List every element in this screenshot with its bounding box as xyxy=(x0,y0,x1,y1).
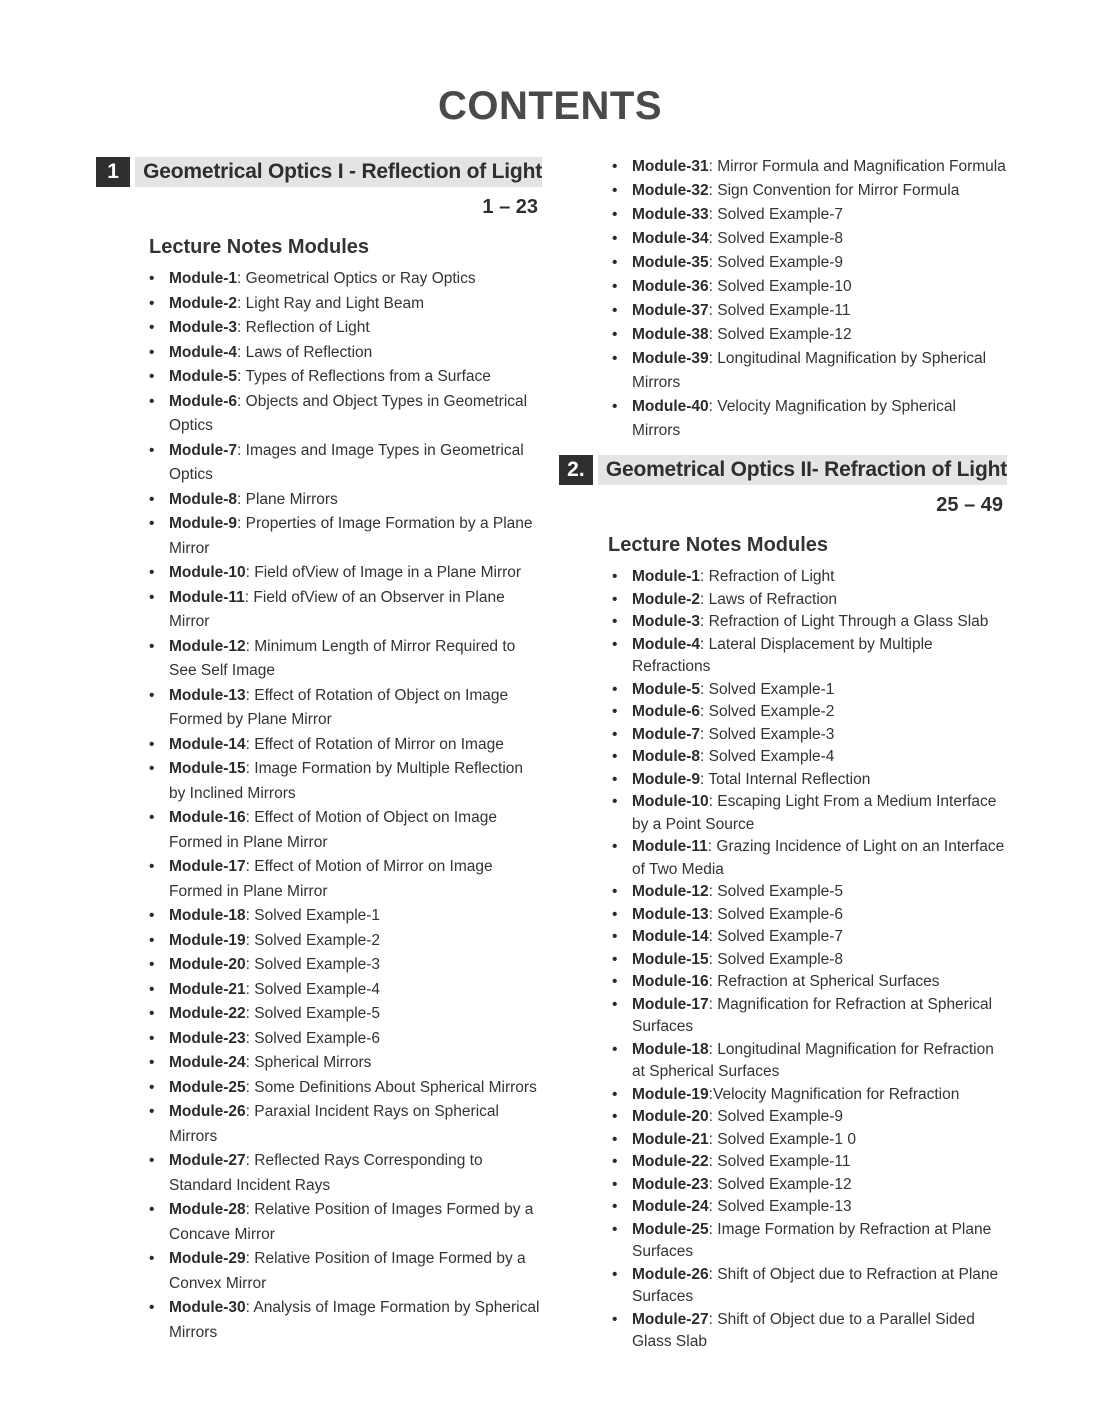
chapter-1-heading[interactable] xyxy=(96,157,542,187)
chapter-2-title: Geometrical Optics II- Refraction of Light xyxy=(598,455,1007,485)
module-title: : Field ofView of an Observer in Plane Mirror xyxy=(169,588,505,630)
module-item[interactable] xyxy=(632,1151,1007,1174)
module-title: : Solved Example-6 xyxy=(245,1029,381,1047)
module-label: Module-5 xyxy=(169,368,238,385)
module-label: Module-26 xyxy=(169,1103,246,1120)
module-item[interactable] xyxy=(632,679,1007,702)
module-item[interactable] xyxy=(169,953,542,978)
module-title: : Solved Example-11 xyxy=(708,1153,851,1170)
module-item[interactable] xyxy=(169,806,542,855)
module-label: Module-25 xyxy=(169,1078,246,1096)
module-title: : Solved Example-2 xyxy=(700,703,835,720)
module-item[interactable] xyxy=(632,791,1007,836)
module-label: Module-36 xyxy=(632,278,709,295)
module-label: Module-15 xyxy=(632,950,709,968)
module-item[interactable] xyxy=(632,1174,1007,1197)
module-title: : Solved Example-7 xyxy=(708,928,844,945)
module-label: Module-13 xyxy=(169,686,246,704)
module-label: Module-23 xyxy=(169,1029,246,1047)
module-item[interactable] xyxy=(169,929,542,954)
module-item[interactable] xyxy=(169,1027,542,1052)
module-item[interactable] xyxy=(632,323,1007,347)
module-item[interactable] xyxy=(632,724,1007,747)
module-item[interactable] xyxy=(169,1247,542,1296)
module-item[interactable] xyxy=(632,395,1007,443)
module-title: : Shift of Object due to Refraction at Plane Surfaces xyxy=(632,1265,999,1305)
module-label: Module-18 xyxy=(169,907,246,924)
module-item[interactable] xyxy=(169,488,542,513)
module-label: Module-15 xyxy=(169,760,246,777)
module-item[interactable] xyxy=(632,769,1007,792)
module-item[interactable] xyxy=(632,611,1007,634)
module-label: Module-21 xyxy=(169,980,246,998)
module-label: Module-1 xyxy=(169,270,238,287)
module-label: Module-10 xyxy=(632,793,709,810)
module-item[interactable] xyxy=(632,1129,1007,1152)
module-item[interactable] xyxy=(632,1219,1007,1264)
module-title: : Some Definitions About Spherical Mirrors xyxy=(245,1078,537,1096)
module-label: Module-8 xyxy=(169,490,238,508)
module-label: Module-16 xyxy=(632,973,709,990)
module-title: : Velocity Magnification by Spherical Mirrors xyxy=(632,398,956,439)
module-label: Module-17 xyxy=(632,995,709,1013)
right-column xyxy=(559,155,1007,1354)
module-label: Module-18 xyxy=(632,1040,709,1058)
module-title: : Longitudinal Magnification for Refraction at Spherical Surfaces xyxy=(632,1040,994,1080)
module-item[interactable] xyxy=(632,1106,1007,1129)
module-title: : Solved Example-1 xyxy=(245,907,381,924)
module-item[interactable] xyxy=(632,904,1007,927)
module-label: Module-22 xyxy=(632,1153,709,1170)
page-title: CONTENTS xyxy=(438,84,662,128)
module-label: Module-12 xyxy=(169,637,246,655)
module-item[interactable] xyxy=(632,275,1007,299)
module-item[interactable] xyxy=(169,1076,542,1101)
module-label: Module-12 xyxy=(632,883,709,900)
module-title: : Magnification for Refraction at Spherical Surfaces xyxy=(632,995,993,1035)
module-label: Module-9 xyxy=(169,515,238,532)
module-title: : Relative Position of Images Formed by a Concave Mirror xyxy=(169,1201,534,1243)
chapter-1-section-title: Lecture Notes Modules xyxy=(149,236,370,258)
module-item[interactable] xyxy=(632,227,1007,251)
module-item[interactable] xyxy=(169,390,542,439)
module-title: : Solved Example-4 xyxy=(245,980,381,998)
module-item[interactable] xyxy=(632,634,1007,679)
module-title: : Effect of Rotation of Mirror on Image xyxy=(245,735,504,753)
module-title: : Refraction of Light xyxy=(700,568,835,585)
module-title: : Solved Example-12 xyxy=(708,1175,852,1193)
module-title: : Solved Example-4 xyxy=(700,748,835,765)
module-item[interactable] xyxy=(169,635,542,684)
module-label: Module-11 xyxy=(169,588,245,606)
module-label: Module-27 xyxy=(632,1310,709,1328)
module-label: Module-20 xyxy=(632,1108,709,1125)
module-label: Module-31 xyxy=(632,158,709,175)
module-title: : Effect of Motion of Mirror on Image Formed in Plane Mirror xyxy=(169,858,493,900)
module-title: : Solved Example-5 xyxy=(245,1005,381,1022)
module-item[interactable] xyxy=(632,926,1007,949)
module-title: : Solved Example-9 xyxy=(708,254,844,271)
module-label: Module-29 xyxy=(169,1250,246,1267)
module-item[interactable] xyxy=(632,1264,1007,1309)
module-title: : Plane Mirrors xyxy=(237,490,338,508)
module-label: Module-4 xyxy=(632,635,701,653)
chapter-2-section-title: Lecture Notes Modules xyxy=(608,534,829,556)
module-label: Module-7 xyxy=(632,725,701,743)
chapter-2-page-range: 25 – 49 xyxy=(936,494,1003,516)
module-title: : Minimum Length of Mirror Required to See Self Image xyxy=(169,637,516,679)
module-label: Module-2 xyxy=(169,294,238,312)
module-title: : Solved Example-11 xyxy=(708,302,851,319)
module-item[interactable] xyxy=(632,881,1007,904)
module-title: : Light Ray and Light Beam xyxy=(237,294,425,312)
module-label: Module-35 xyxy=(632,254,709,271)
module-label: Module-32 xyxy=(632,182,709,199)
module-title: : Solved Example-1 0 xyxy=(708,1130,856,1148)
module-label: Module-9 xyxy=(632,770,701,788)
module-title: : Spherical Mirrors xyxy=(245,1054,372,1071)
module-item[interactable] xyxy=(169,1149,542,1198)
module-item[interactable] xyxy=(632,155,1007,179)
module-label: Module-8 xyxy=(632,748,701,765)
module-title: : Image Formation by Refraction at Plane Surfaces xyxy=(632,1220,992,1260)
module-title: : Field ofView of Image in a Plane Mirror xyxy=(245,564,522,581)
module-label: Module-40 xyxy=(632,398,709,415)
module-title: : Reflection of Light xyxy=(237,319,370,336)
module-title: : Objects and Object Types in Geometrical Optics xyxy=(169,392,528,434)
module-title: : Solved Example-10 xyxy=(708,278,852,295)
module-title: : Geometrical Optics or Ray Optics xyxy=(237,270,476,287)
left-column xyxy=(96,157,542,1345)
module-item[interactable] xyxy=(169,512,542,561)
module-item[interactable] xyxy=(169,1100,542,1149)
module-item[interactable] xyxy=(169,365,542,390)
module-item[interactable] xyxy=(632,299,1007,323)
module-title: : Mirror Formula and Magnification Formula xyxy=(708,158,1006,175)
module-item[interactable] xyxy=(169,1296,542,1345)
module-item[interactable] xyxy=(169,1051,542,1076)
module-item[interactable] xyxy=(632,1039,1007,1084)
module-item[interactable] xyxy=(169,561,542,586)
module-label: Module-3 xyxy=(632,613,701,630)
module-label: Module-2 xyxy=(632,590,701,608)
module-title: : Paraxial Incident Rays on Spherical Mirrors xyxy=(169,1103,499,1145)
module-label: Module-27 xyxy=(169,1152,246,1169)
module-label: Module-6 xyxy=(169,392,238,410)
module-item[interactable] xyxy=(632,746,1007,769)
module-label: Module-4 xyxy=(169,343,238,361)
module-label: Module-20 xyxy=(169,956,246,973)
module-label: Module-19 xyxy=(632,1085,709,1103)
module-label: Module-38 xyxy=(632,326,709,343)
module-title: :Velocity Magnification for Refraction xyxy=(708,1085,960,1103)
module-label: Module-16 xyxy=(169,809,246,826)
module-item[interactable] xyxy=(169,439,542,488)
module-label: Module-6 xyxy=(632,703,701,720)
module-label: Module-39 xyxy=(632,350,709,367)
module-title: : Solved Example-12 xyxy=(708,326,852,343)
module-title: : Solved Example-7 xyxy=(708,206,844,223)
module-title: : Solved Example-1 xyxy=(700,680,835,698)
module-label: Module-24 xyxy=(632,1198,709,1215)
module-item[interactable] xyxy=(632,701,1007,724)
module-title: : Escaping Light From a Medium Interface by a Point Source xyxy=(632,793,997,833)
module-title: : Solved Example-9 xyxy=(708,1108,844,1125)
module-title: : Solved Example-8 xyxy=(708,950,844,968)
chapter-2-module-list xyxy=(632,566,1007,1354)
module-item[interactable] xyxy=(632,251,1007,275)
module-label: Module-5 xyxy=(632,680,701,698)
module-item[interactable] xyxy=(169,733,542,758)
module-item[interactable] xyxy=(632,1309,1007,1354)
module-title: : Solved Example-2 xyxy=(245,931,381,949)
chapter-1-module-list-continued xyxy=(632,155,1007,443)
module-item[interactable] xyxy=(632,836,1007,881)
chapter-2-heading[interactable] xyxy=(559,455,1007,485)
module-label: Module-33 xyxy=(632,206,709,223)
module-label: Module-1 xyxy=(632,568,701,585)
module-item[interactable] xyxy=(632,994,1007,1039)
module-title: : Solved Example-3 xyxy=(245,956,381,973)
module-title: : Solved Example-13 xyxy=(708,1198,852,1215)
module-title: : Sign Convention for Mirror Formula xyxy=(708,182,960,199)
module-item[interactable] xyxy=(632,949,1007,972)
module-title: : Image Formation by Multiple Reflection by Inclined Mirrors xyxy=(169,760,524,802)
module-title: : Lateral Displacement by Multiple Refractions xyxy=(632,635,933,675)
module-item[interactable] xyxy=(169,978,542,1003)
module-title: : Laws of Refraction xyxy=(700,590,838,608)
chapter-1-module-list xyxy=(169,267,542,1345)
module-title: : Shift of Object due to a Parallel Sided Glass Slab xyxy=(632,1310,975,1350)
module-item[interactable] xyxy=(169,904,542,929)
module-title: : Solved Example-8 xyxy=(708,230,844,247)
module-title: : Effect of Motion of Object on Image Formed in Plane Mirror xyxy=(169,809,497,851)
module-label: Module-13 xyxy=(632,905,709,923)
module-item[interactable] xyxy=(169,292,542,317)
module-label: Module-14 xyxy=(632,928,709,945)
module-item[interactable] xyxy=(169,757,542,806)
module-title: : Relative Position of Image Formed by a Convex Mirror xyxy=(169,1250,526,1292)
module-label: Module-26 xyxy=(632,1265,709,1283)
chapter-1-title: Geometrical Optics I - Reflection of Light xyxy=(135,157,542,187)
module-label: Module-28 xyxy=(169,1201,246,1218)
module-title: : Solved Example-6 xyxy=(708,905,844,923)
module-item[interactable] xyxy=(632,971,1007,994)
module-item[interactable] xyxy=(169,1002,542,1027)
module-title: : Refraction of Light Through a Glass Slab xyxy=(700,613,989,630)
module-label: Module-10 xyxy=(169,564,246,581)
module-label: Module-21 xyxy=(632,1130,709,1148)
chapter-1-page-range: 1 – 23 xyxy=(482,196,538,218)
module-label: Module-34 xyxy=(632,230,709,247)
module-label: Module-17 xyxy=(169,858,246,875)
module-label: Module-14 xyxy=(169,735,246,753)
module-title: : Laws of Reflection xyxy=(237,343,373,361)
module-label: Module-24 xyxy=(169,1054,246,1071)
module-label: Module-7 xyxy=(169,441,238,459)
module-title: : Reflected Rays Corresponding to Standard Incident Rays xyxy=(169,1152,483,1194)
module-label: Module-11 xyxy=(632,838,708,855)
module-item[interactable] xyxy=(169,684,542,733)
module-item[interactable] xyxy=(169,855,542,904)
module-title: : Refraction at Spherical Surfaces xyxy=(708,973,940,990)
module-item[interactable] xyxy=(169,586,542,635)
module-label: Module-30 xyxy=(169,1299,246,1316)
module-item[interactable] xyxy=(632,347,1007,395)
module-item[interactable] xyxy=(169,267,542,292)
module-title: : Images and Image Types in Geometrical Optics xyxy=(169,441,524,483)
module-item[interactable] xyxy=(169,316,542,341)
module-title: : Total Internal Reflection xyxy=(700,770,871,788)
module-item[interactable] xyxy=(632,1084,1007,1107)
module-label: Module-25 xyxy=(632,1220,709,1238)
module-label: Module-23 xyxy=(632,1175,709,1193)
module-title: : Analysis of Image Formation by Spherical Mirrors xyxy=(169,1299,540,1341)
module-label: Module-3 xyxy=(169,319,238,336)
module-item[interactable] xyxy=(169,1198,542,1247)
module-title: : Effect of Rotation of Object on Image Formed by Plane Mirror xyxy=(169,686,509,728)
module-label: Module-19 xyxy=(169,931,246,949)
module-title: : Properties of Image Formation by a Plane Mirror xyxy=(169,515,533,557)
module-label: Module-37 xyxy=(632,302,709,319)
module-title: : Grazing Incidence of Light on an Interface of Two Media xyxy=(632,838,1005,878)
chapter-2-number: 2. xyxy=(559,455,593,485)
module-title: : Types of Reflections from a Surface xyxy=(237,368,491,385)
module-item[interactable] xyxy=(632,203,1007,227)
module-item[interactable] xyxy=(632,1196,1007,1219)
module-item[interactable] xyxy=(632,179,1007,203)
module-title: : Solved Example-5 xyxy=(708,883,844,900)
module-item[interactable] xyxy=(632,566,1007,589)
module-item[interactable] xyxy=(632,589,1007,612)
module-label: Module-22 xyxy=(169,1005,246,1022)
chapter-1-number: 1 xyxy=(96,157,130,187)
module-title: : Longitudinal Magnification by Spherical Mirrors xyxy=(632,350,987,391)
module-item[interactable] xyxy=(169,341,542,366)
module-title: : Solved Example-3 xyxy=(700,725,835,743)
